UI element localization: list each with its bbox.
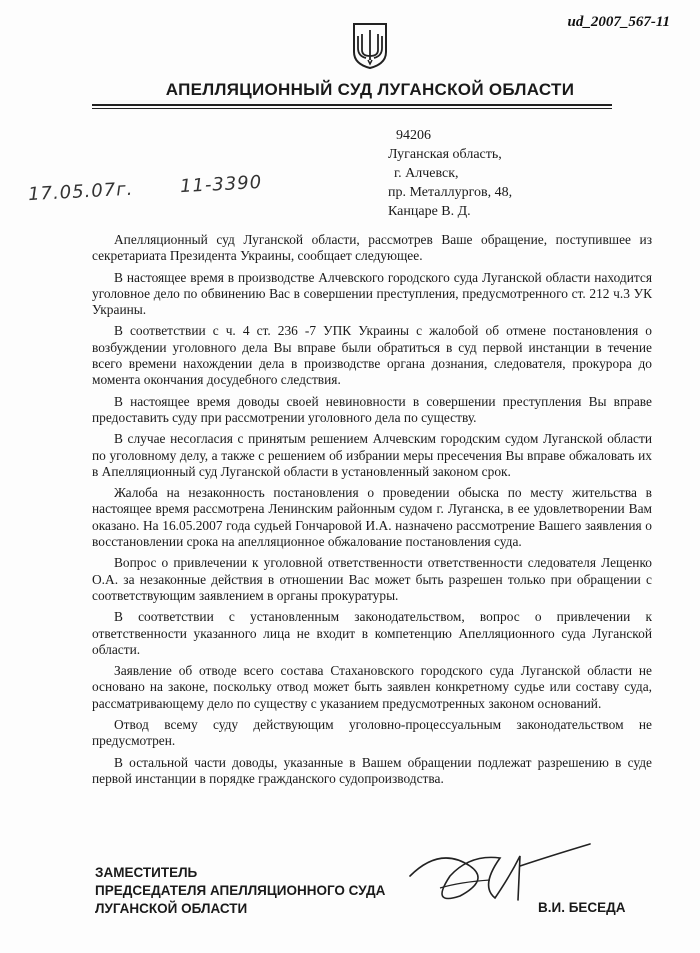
position-line: ПРЕДСЕДАТЕЛЯ АПЕЛЛЯЦИОННОГО СУДА xyxy=(95,883,386,898)
header-rule-thin xyxy=(92,108,612,109)
court-title: АПЕЛЛЯЦИОННЫЙ СУД ЛУГАНСКОЙ ОБЛАСТИ xyxy=(165,80,575,99)
address-recipient: Канцаре В. Д. xyxy=(388,204,471,219)
paragraph: В соответствии с установленным законодательством, вопрос о привлечении к ответственности указанного лица не входит в компетенцию Апелляционного суда Луганской области. xyxy=(92,609,652,657)
header-rule xyxy=(92,104,612,106)
signer-name: В.И. БЕСЕДА xyxy=(538,900,626,915)
paragraph: В случае несогласия с принятым решением Алчевским городским судом Луганской области по уголовному делу, а также с решением об избрании меры пресечения Вы вправе обжаловать их в Апелляционный суд Луганской области в установленный законом срок. xyxy=(92,431,652,479)
paragraph: В соответствии с ч. 4 ст. 236 -7 УПК Украины с жалобой об отмене постановления о возбуждении уголовного дела Вы вправе были обратиться в суд первой инстанции в течение всего времени нахождении дела в производстве органа дознания, следователя, прокурора до момента окончания досудебного следствия. xyxy=(92,323,652,388)
paragraph: В настоящее время в производстве Алчевского городского суда Луганской области находится уголовное дело по обвинению Вас в совершении преступления, предусмотренного ст. 212 ч.3 УК Украины. xyxy=(92,269,652,318)
position-line: ЛУГАНСКОЙ ОБЛАСТИ xyxy=(95,901,248,916)
document-id: ud_2007_567-11 xyxy=(567,14,670,30)
address-city: г. Алчевск, xyxy=(394,166,459,181)
address-zip: 94206 xyxy=(396,128,431,143)
paragraph: Заявление об отводе всего состава Стахановского городского суда Луганской области не основано на законе, поскольку отвод может быть заявлен конкретному судье или составу суда, рассматривающему дело по существу с указанием предусмотренных законом оснований. xyxy=(92,663,652,711)
signatory-position xyxy=(95,864,385,918)
paragraph: В остальной части доводы, указанные в Вашем обращении подлежат разрешению в суде первой инстанции в порядке гражданского судопроизводства. xyxy=(92,754,652,786)
paragraph: Отвод всему суду действующим уголовно-процессуальным законодательством не предусмотрен. xyxy=(92,717,652,749)
handwritten-date: 17.05.07г. xyxy=(27,178,134,206)
paragraph: Апелляционный суд Луганской области, рассмотрев Ваше обращение, поступившее из секретариата Президента Украины, сообщает следующее. xyxy=(92,232,652,264)
paragraph: Вопрос о привлечении к уголовной ответственности ответственности следователя Лещенко О.А. за незаконные действия в отношении Вас может быть разрешен только при обращении с соответствующим заявлением в органы прокуратуры. xyxy=(92,555,652,603)
address-region: Луганская область, xyxy=(388,147,502,162)
address-street: пр. Металлургов, 48, xyxy=(388,185,513,200)
position-line: ЗАМЕСТИТЕЛЬ xyxy=(95,865,198,880)
recipient-address xyxy=(388,126,512,221)
letter-body xyxy=(92,232,652,792)
handwritten-number: 11-3390 xyxy=(179,171,263,198)
trident-emblem-icon xyxy=(352,22,388,70)
handwritten-registration xyxy=(28,172,263,205)
paragraph: В настоящее время доводы своей невиновности в совершении преступления Вы вправе предоставить суду при рассмотрении уголовного дела по существу. xyxy=(92,393,652,425)
paragraph: Жалоба на незаконность постановления о проведении обыска по месту жительства в настоящее время рассмотрена Ленинским районным судом г. Луганска, в ее удовлетворении Вам оказано. На 16.05.2007 года судьей Гончаровой И.А. назначено рассмотрение Вашего заявления о восстановлении срока на апелляционное обжалование постановления суда. xyxy=(92,485,652,550)
